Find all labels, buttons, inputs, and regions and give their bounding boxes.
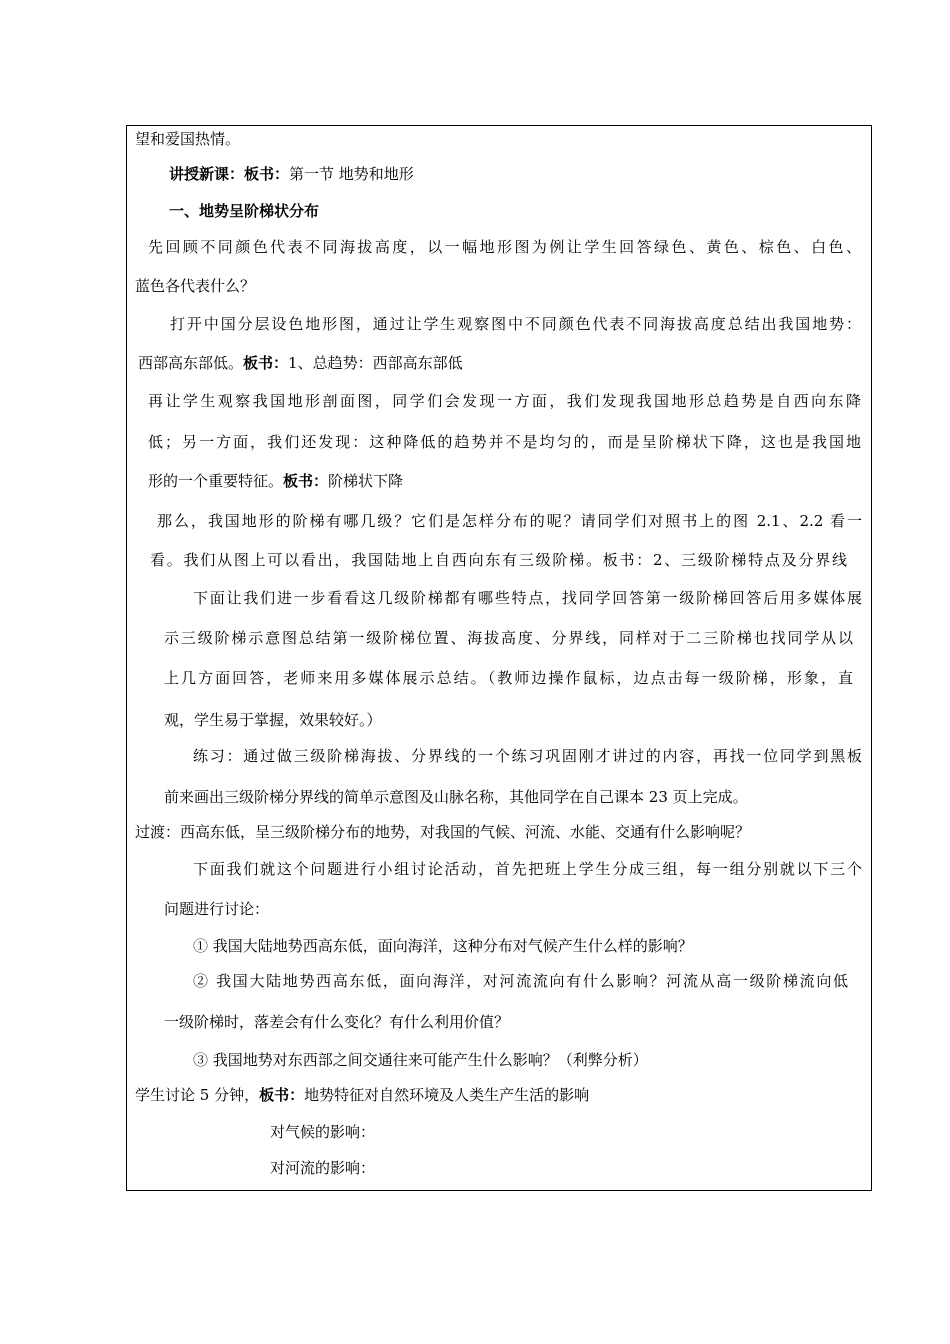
text-line-20: 下面我们就这个问题进行小组讨论活动，首先把班上学生分成三组，每一组分别就以下三个: [193, 860, 862, 878]
text-line-9: 低；另一方面，我们还发现：这种降低的趋势并不是均匀的，而是呈阶梯状下降，这也是我国地: [148, 433, 861, 451]
line-text-2: 阶梯状下降: [328, 472, 404, 490]
text-line-4: 先回顾不同颜色代表不同海拔高度，以一幅地形图为例让学生回答绿色、黄色、棕色、白色、: [148, 238, 861, 256]
climate-impact-label: 对气候的影响：: [270, 1123, 376, 1141]
text-line-14: 示三级阶梯示意图总结第一级阶梯位置、海拔高度、分界线，同样对于二三阶梯也找同学从以: [164, 629, 853, 647]
text-line-13: 下面让我们进一步看看这几级阶梯都有哪些特点，找同学回答第一级阶梯回答后用多媒体展: [193, 589, 862, 607]
heading-new-lesson: [169, 164, 414, 184]
question-1: ① 我国大陆地势西高东低，面向海洋，这种分布对气候产生什么样的影响？: [193, 937, 693, 955]
text-line-1: 望和爱国热情。: [135, 130, 241, 148]
question-2: ② 我国大陆地势西高东低，面向海洋，对河流流向有什么影响？河流从高一级阶梯流向低: [193, 972, 848, 990]
line-text: 形的一个重要特征。: [148, 472, 284, 490]
text-line-19: 过渡：西高东低，呈三级阶梯分布的地势，对我国的气候、河流、水能、交通有什么影响呢？: [135, 823, 751, 841]
question-3: ③ 我国地势对东西部之间交通往来可能产生什么影响？（利弊分析）: [193, 1051, 648, 1069]
line-text-2: 地势特征对自然环境及人类生产生活的影响: [304, 1086, 590, 1104]
text-line-12: 看。我们从图上可以看出，我国陆地上自西向东有三级阶梯。板书：2、三级阶梯特点及分界线: [150, 551, 847, 569]
bold-label: 板书：: [283, 472, 329, 490]
text-line-26: [135, 1085, 589, 1105]
river-impact-label: 对河流的影响：: [270, 1159, 376, 1177]
text-line-18: 前来画出三级阶梯分界线的简单示意图及山脉名称，其他同学在自己课本 23 页上完成。: [164, 788, 748, 806]
line-text-2: 1、总趋势：西部高东部低: [288, 354, 463, 372]
text-line-21: 问题进行讨论：: [164, 900, 270, 918]
text-line-17: 练习：通过做三级阶梯海拔、分界线的一个练习巩固刚才讲过的内容，再找一位同学到黑板: [193, 747, 862, 765]
line-text: 西部高东部低。: [138, 354, 244, 372]
bold-label: 板书：: [243, 354, 289, 372]
line-text: 学生讨论 5 分钟，: [135, 1086, 260, 1104]
text-line-16: 观，学生易于掌握，效果较好。）: [164, 711, 382, 729]
section-heading: 一、地势呈阶梯状分布: [169, 202, 320, 220]
text-line-11: 那么，我国地形的阶梯有哪几级？它们是怎样分布的呢？请同学们对照书上的图 2.1、2.2 看一: [157, 512, 862, 530]
bold-label: 讲授新课：板书：: [169, 165, 290, 183]
text-line-24: 一级阶梯时，落差会有什么变化？有什么利用价值？: [164, 1013, 510, 1031]
text-line-8: 再让学生观察我国地形剖面图，同学们会发现一方面，我们发现我国地形总趋势是自西向东降: [148, 392, 861, 410]
text-line-10: [148, 471, 403, 491]
text-line-5: 蓝色各代表什么？: [135, 277, 256, 295]
line-text: 第一节 地势和地形: [289, 165, 414, 183]
text-line-6: 打开中国分层设色地形图，通过让学生观察图中不同颜色代表不同海拔高度总结出我国地势：: [170, 315, 861, 333]
text-line-7: [138, 353, 463, 373]
bold-label: 板书：: [259, 1086, 305, 1104]
text-line-15: 上几方面回答，老师来用多媒体展示总结。（教师边操作鼠标，边点击每一级阶梯，形象，直: [164, 669, 853, 687]
